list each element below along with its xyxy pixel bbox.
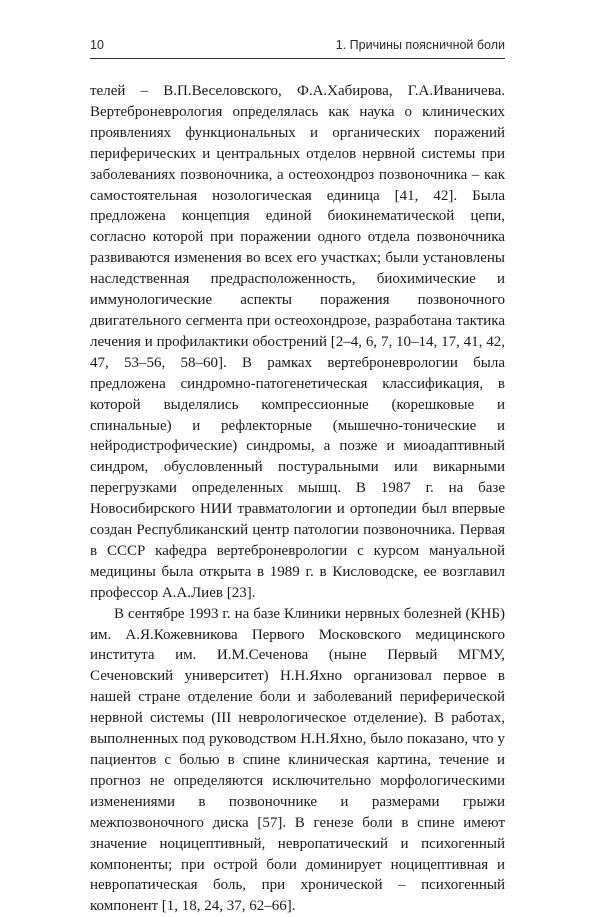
page-number: 10 [90, 38, 104, 52]
paragraph-2: В сентябре 1993 г. на базе Клиники нервных болезней (КНБ) им. А.Я.Кожевникова Первого Московского медицинского института им. И.М.Сеченова (ныне Первый МГМУ, Сеченовский университет) Н.Н.Яхно организовал первое в нашей стране отделение боли и заболеваний периферической нервной системы (III неврологическое отделение). В работах, выполненных под руководством Н.Н.Яхно, было показано, что у пациентов с болью в спине клиническая картина, течение и прогноз не определяются исключительно морфологическими изменениями в позвоночнике и размерами грыжи межпозвоночного диска [57]. В генезе боли в спине имеют значение ноцицептивный, невропатический и психогенный компоненты; при острой боли доминирует ноцицептивная и невропатическая боль, при хронической – психогенный компонент [1, 18, 24, 37, 62–66]. [90, 605, 505, 915]
body-text [90, 81, 505, 917]
chapter-title: 1. Причины поясничной боли [335, 38, 505, 52]
paragraph-1: телей – В.П.Веселовского, Ф.А.Хабирова, Г.А.Иваничева. Вертеброневрология определялась как наука о клинических проявлениях функциональных и органических поражений периферических и центральных отделов нервной системы при заболеваниях позвоночника, а остеохондроз позвоночника – как самостоятельная нозологическая единица [41, 42]. Была предложена концепция единой биокинематической цепи, согласно которой при поражении одного отдела позвоночника развиваются изменения во всех его участках; были установлены наследственная предрасположенность, биохимические и иммунологические аспекты поражения позвоночного двигательного сегмента при остеохондрозе, разработана тактика лечения и профилактики обострений [2–4, 6, 7, 10–14, 17, 41, 42, 47, 53–56, 58–60]. В рамках вертеброневрологии была предложена синдромно-патогенетическая классификация, в которой выделялись компрессионные (корешковые и спинальные) и рефлекторные (мышечно-тонические и нейродистрофические) синдромы, а позже и миоадаптивный синдром, обусловленный постуральными или викарными перегрузками определенных мышц. В 1987 г. на базе Новосибирского НИИ травматологии и ортопедии был впервые создан Республиканский центр патологии позвоночника. Первая в СССР кафедра вертеброневрологии с курсом мануальной медицины была открыта в 1989 г. в Кисловодске, ее возглавил профессор А.А.Лиев [23]. [90, 83, 505, 601]
running-header [90, 38, 505, 59]
book-page [90, 38, 505, 917]
